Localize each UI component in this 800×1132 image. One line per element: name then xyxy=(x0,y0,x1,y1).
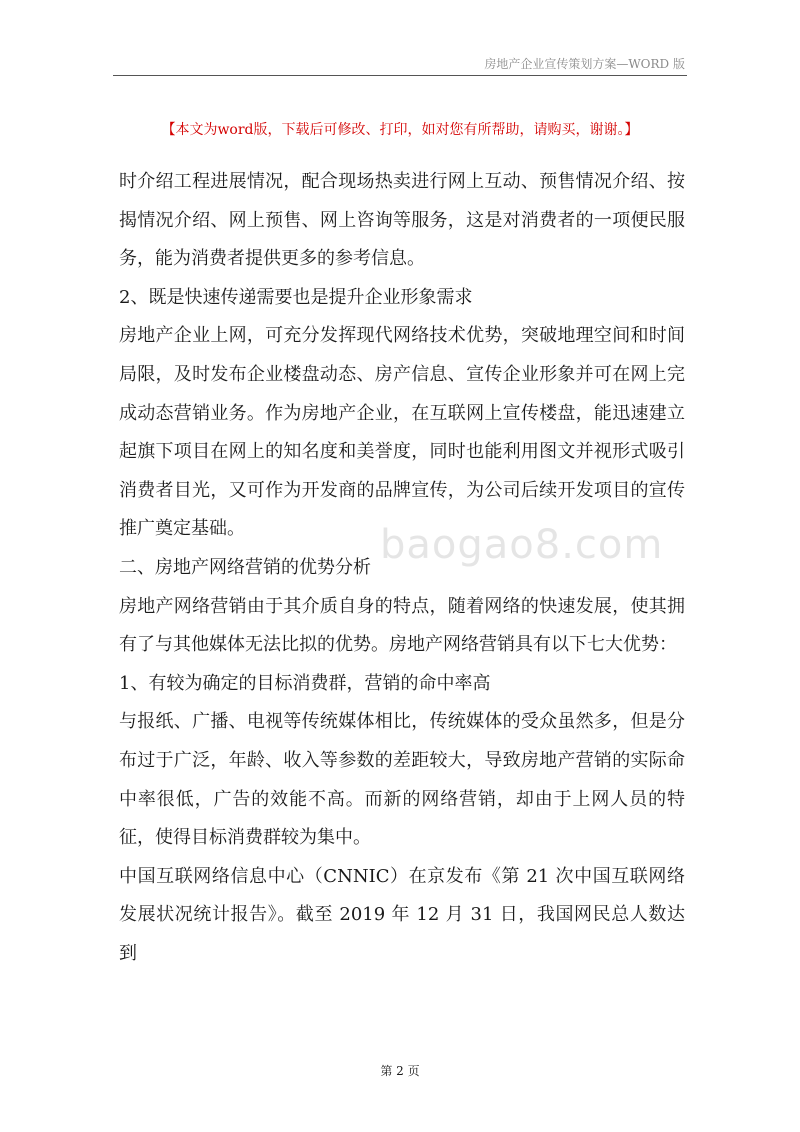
paragraph-project-progress: 时介绍工程进展情况，配合现场热卖进行网上互动、预售情况介绍、按揭情况介绍、网上预售、网上咨询等服务，这是对消费者的一项便民服务，能为消费者提供更多的参考信息。 xyxy=(119,171,685,270)
paragraph-cnnic-report: 中国互联网络信息中心（CNNIC）在京发布《第 21 次中国互联网络发展状况统计报告》。截至 2019 年 12 月 31 日，我国网民总人数达到 xyxy=(119,865,685,964)
paragraph-traditional-media: 与报纸、广播、电视等传统媒体相比，传统媒体的受众虽然多，但是分布过于广泛，年龄、收入等参数的差距较大，导致房地产营销的实际命中率很低，广告的效能不高。而新的网络营销，却由于上网人员的特征，使得目标消费群较为集中。 xyxy=(119,711,685,849)
heading-rapid-delivery: 2、既是快速传递需要也是提升企业形象需求 xyxy=(119,286,473,308)
paragraph-enterprise-online: 房地产企业上网，可充分发挥现代网络技术优势，突破地理空间和时间局限，及时发布企业楼盘动态、房产信息、宣传企业形象并可在网上完成动态营销业务。作为房地产企业，在互联网上宣传楼盘，能迅速建立起旗下项目在网上的知名度和美誉度，同时也能利用图文并视形式吸引消费者目光，又可作为开发商的品牌宣传，为公司后续开发项目的宣传推广奠定基础。 xyxy=(119,325,685,540)
download-notice: 【本文为word版，下载后可修改、打印，如对您有所帮助，请购买，谢谢。】 xyxy=(161,122,639,138)
document-body xyxy=(119,163,685,973)
heading-advantage-analysis: 二、房地产网络营销的优势分析 xyxy=(119,556,371,578)
header-divider xyxy=(113,75,687,76)
header-title: 房地产企业宣传策划方案—WORD 版 xyxy=(484,57,685,71)
paragraph-advantages-intro: 房地产网络营销由于其介质自身的特点，随着网络的快速发展，使其拥有了与其他媒体无法比拟的优势。房地产网络营销具有以下七大优势： xyxy=(119,595,685,656)
heading-target-consumers: 1、有较为确定的目标消费群，营销的命中率高 xyxy=(119,672,491,694)
page-number: 第 2 页 xyxy=(380,1064,420,1078)
watermark: baogao8.com xyxy=(380,522,664,568)
